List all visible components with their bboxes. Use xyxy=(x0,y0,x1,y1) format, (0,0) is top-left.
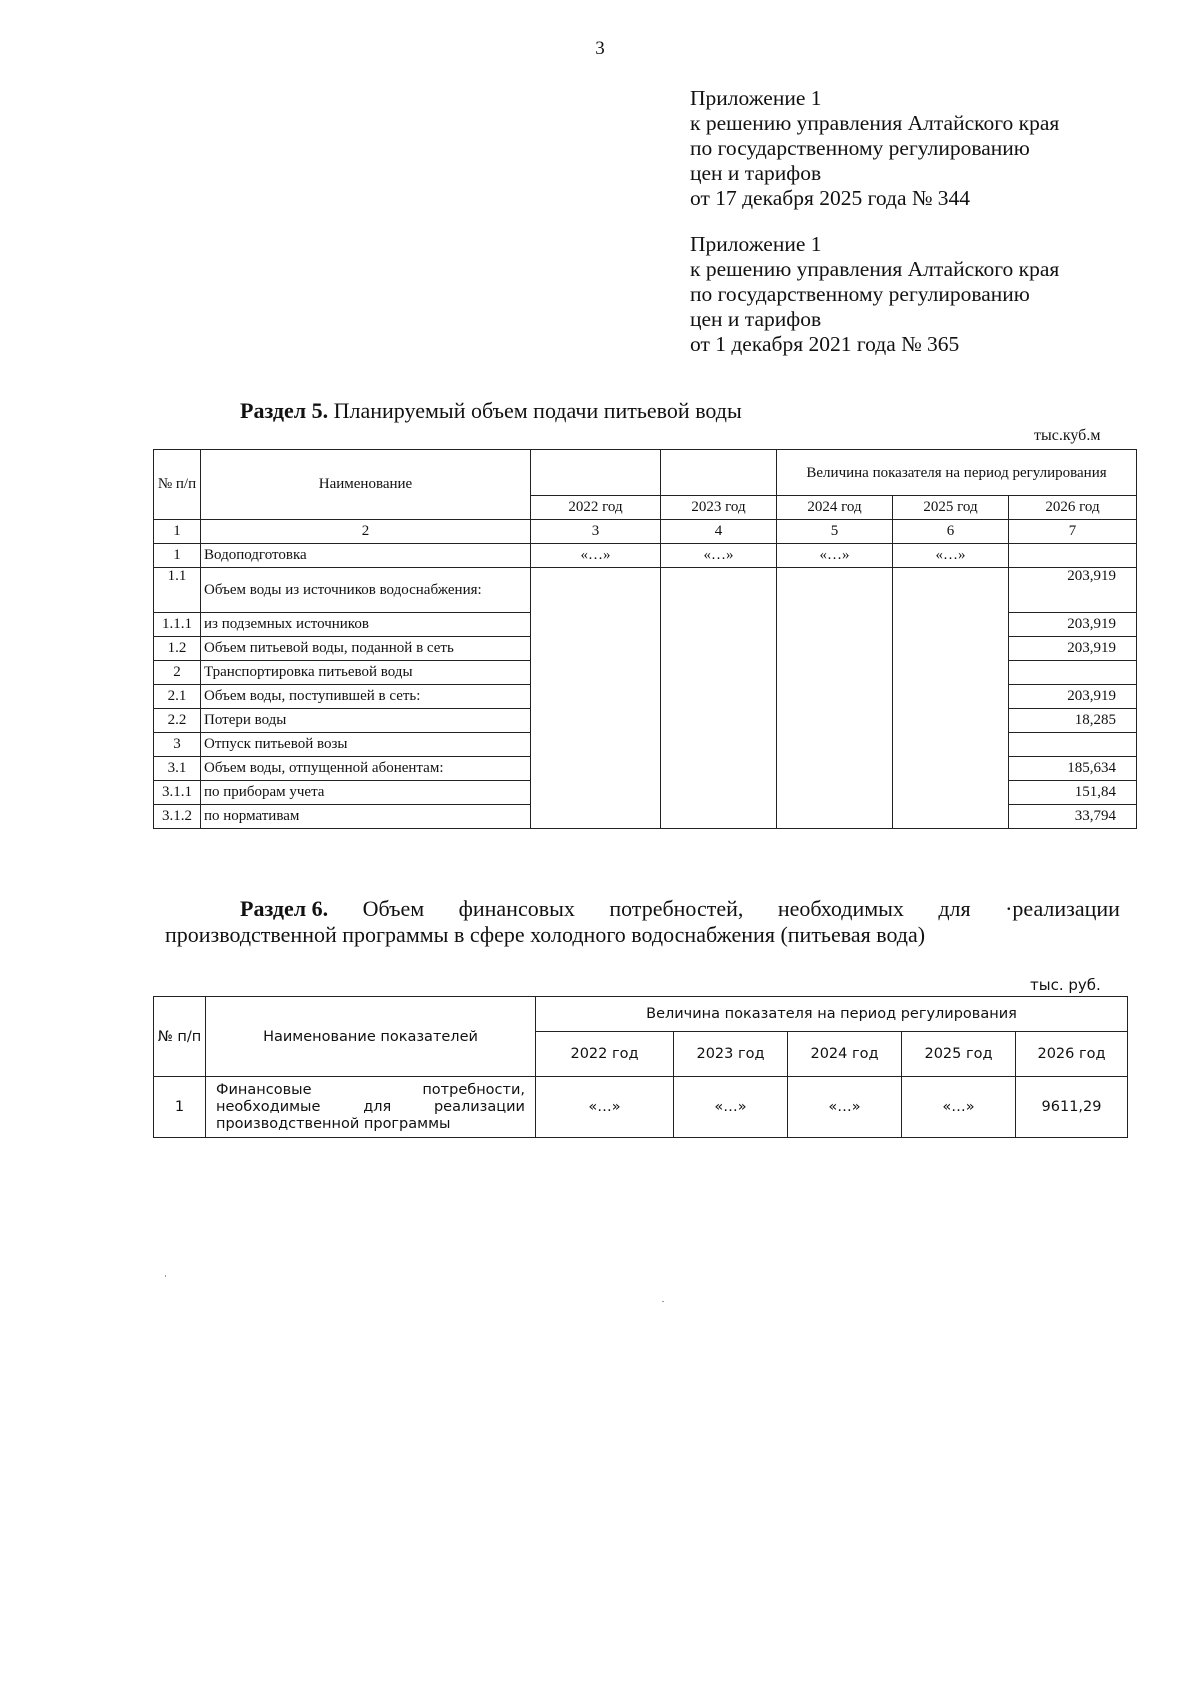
row-name-line: производственной программы xyxy=(216,1115,451,1132)
section6-title-line1 xyxy=(165,896,1120,922)
empty-cell xyxy=(777,568,893,829)
title-word: финансовых xyxy=(458,896,575,921)
placeholder-cell: «…» xyxy=(777,544,893,568)
row-num: 2 xyxy=(154,661,201,685)
title-word: необходимых xyxy=(777,896,904,921)
header-year: 2024 год xyxy=(788,1032,902,1077)
col-number: 4 xyxy=(661,520,777,544)
section6-table xyxy=(153,996,1128,1138)
col-number: 6 xyxy=(893,520,1009,544)
row-num: 1.1.1 xyxy=(154,613,201,637)
title-word: потребностей, xyxy=(609,896,744,921)
header-year: 2026 год xyxy=(1016,1032,1128,1077)
title-word: для xyxy=(938,896,971,921)
value-cell: «…» xyxy=(788,1077,902,1138)
header-year: 2022 год xyxy=(536,1032,674,1077)
value-2026: 203,919 xyxy=(1009,637,1137,661)
row-name: по нормативам xyxy=(201,805,531,829)
col-number: 1 xyxy=(154,520,201,544)
header-period: Величина показателя на период регулирования xyxy=(536,997,1128,1032)
value-2026: 203,919 xyxy=(1009,613,1137,637)
section6-title xyxy=(165,896,1120,948)
col-number: 3 xyxy=(531,520,661,544)
appendix-line: от 1 декабря 2021 года № 365 xyxy=(690,332,960,356)
scan-speck xyxy=(165,1275,166,1277)
section5-title xyxy=(240,398,742,424)
table-row xyxy=(154,544,1137,568)
value-2026: 18,285 xyxy=(1009,709,1137,733)
value-2026: 151,84 xyxy=(1009,781,1137,805)
title-word: ·реализации xyxy=(1005,896,1120,921)
header-year: 2022 год xyxy=(531,496,661,520)
appendix-line: к решению управления Алтайского края xyxy=(690,111,1060,135)
row-num: 3.1.1 xyxy=(154,781,201,805)
empty-cell xyxy=(661,568,777,829)
header-name: Наименование xyxy=(201,450,531,520)
row-name: Потери воды xyxy=(201,709,531,733)
row-name: Транспортировка питьевой воды xyxy=(201,661,531,685)
section5-title-text: Планируемый объем подачи питьевой воды xyxy=(328,398,742,423)
col-number: 5 xyxy=(777,520,893,544)
row-name: Объем воды из источников водоснабжения: xyxy=(201,568,531,613)
value-2026 xyxy=(1009,733,1137,757)
value-2026: 33,794 xyxy=(1009,805,1137,829)
appendix-line: Приложение 1 xyxy=(690,86,822,110)
value-cell: 9611,29 xyxy=(1016,1077,1128,1138)
row-name-line: Финансовые потребности, xyxy=(216,1081,525,1098)
table-row xyxy=(154,568,1137,613)
row-num: 1.1 xyxy=(154,568,201,613)
section5-table xyxy=(153,449,1137,829)
row-num: 3 xyxy=(154,733,201,757)
header-year: 2024 год xyxy=(777,496,893,520)
row-name: Водоподготовка xyxy=(201,544,531,568)
section6-title-bold: Раздел 6. xyxy=(240,896,329,921)
page-number: 3 xyxy=(595,38,605,59)
header-year: 2025 год xyxy=(893,496,1009,520)
placeholder-cell: «…» xyxy=(893,544,1009,568)
value-cell: «…» xyxy=(902,1077,1016,1138)
row-name: из подземных источников xyxy=(201,613,531,637)
value-2026 xyxy=(1009,661,1137,685)
header-num: № п/п xyxy=(154,997,206,1077)
value-2026: 203,919 xyxy=(1009,685,1137,709)
value-2026 xyxy=(1009,544,1137,568)
row-name-line: необходимые для реализации xyxy=(216,1098,525,1115)
value-2026: 203,919 xyxy=(1009,568,1137,613)
appendix-line: цен и тарифов xyxy=(690,307,822,331)
section5-title-bold: Раздел 5. xyxy=(240,398,329,423)
value-cell: «…» xyxy=(674,1077,788,1138)
row-num: 1 xyxy=(154,1077,206,1138)
header-num: № п/п xyxy=(154,450,201,520)
row-name: Объем питьевой воды, поданной в сеть xyxy=(201,637,531,661)
section6-title-line2: производственной программы в сфере холодного водоснабжения (питьевая вода) xyxy=(165,922,926,947)
appendix-line: по государственному регулированию xyxy=(690,136,1030,160)
table-row xyxy=(154,1077,1128,1138)
header-period: Величина показателя на период регулирования xyxy=(777,450,1137,496)
placeholder-cell: «…» xyxy=(661,544,777,568)
header-blank xyxy=(661,450,777,496)
appendix-new-block xyxy=(690,86,1170,211)
row-name: Отпуск питьевой возы xyxy=(201,733,531,757)
row-num: 2.2 xyxy=(154,709,201,733)
appendix-line: цен и тарифов xyxy=(690,161,822,185)
header-year: 2026 год xyxy=(1009,496,1137,520)
appendix-line: по государственному регулированию xyxy=(690,282,1030,306)
value-2026: 185,634 xyxy=(1009,757,1137,781)
row-num: 3.1 xyxy=(154,757,201,781)
row-num: 3.1.2 xyxy=(154,805,201,829)
row-name xyxy=(206,1077,536,1138)
col-number: 2 xyxy=(201,520,531,544)
title-word: Объем xyxy=(362,896,425,921)
row-num: 1.2 xyxy=(154,637,201,661)
appendix-line: от 17 декабря 2025 года № 344 xyxy=(690,186,970,210)
header-year: 2025 год xyxy=(902,1032,1016,1077)
placeholder-cell: «…» xyxy=(531,544,661,568)
value-cell: «…» xyxy=(536,1077,674,1138)
header-year: 2023 год xyxy=(661,496,777,520)
scan-speck xyxy=(662,1301,664,1302)
section5-unit: тыс.куб.м xyxy=(1034,427,1101,444)
header-name: Наименование показателей xyxy=(206,997,536,1077)
header-blank xyxy=(531,450,661,496)
empty-cell xyxy=(893,568,1009,829)
section6-unit: тыс. руб. xyxy=(1030,976,1101,994)
appendix-line: Приложение 1 xyxy=(690,232,822,256)
row-num: 1 xyxy=(154,544,201,568)
row-name: по приборам учета xyxy=(201,781,531,805)
row-name: Объем воды, поступившей в сеть: xyxy=(201,685,531,709)
row-name: Объем воды, отпущенной абонентам: xyxy=(201,757,531,781)
row-num: 2.1 xyxy=(154,685,201,709)
header-year: 2023 год xyxy=(674,1032,788,1077)
appendix-old-block xyxy=(690,232,1170,357)
col-number: 7 xyxy=(1009,520,1137,544)
empty-cell xyxy=(531,568,661,829)
appendix-line: к решению управления Алтайского края xyxy=(690,257,1060,281)
